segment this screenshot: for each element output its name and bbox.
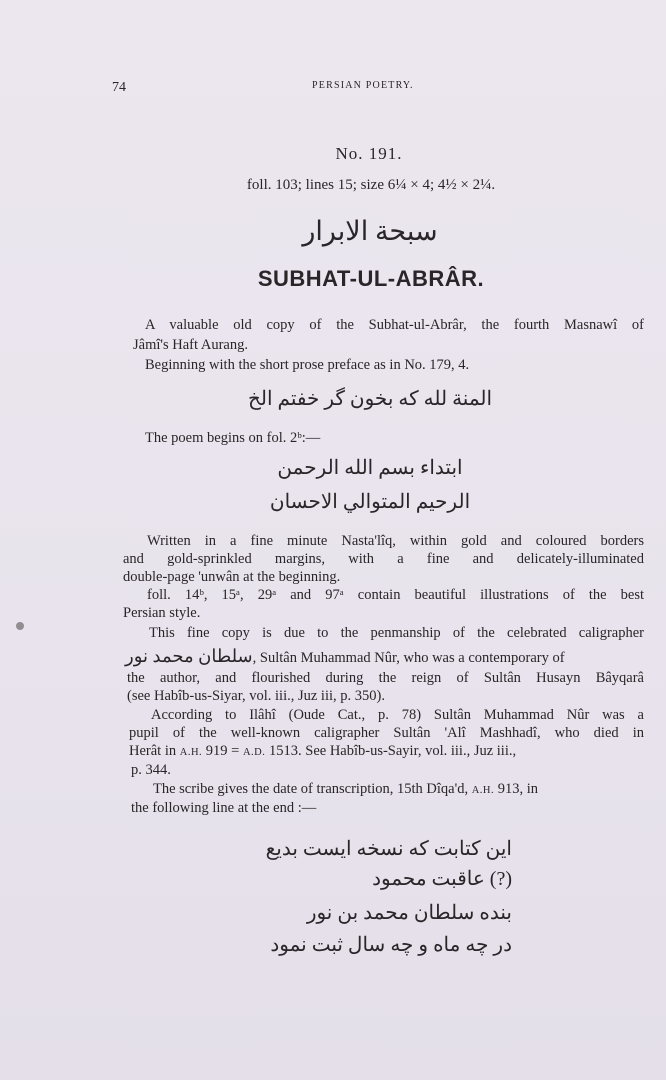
body-line: The poem begins on fol. 2ᵇ:— (145, 430, 321, 446)
colophon-line: بنده سلطان محمد بن نور (306, 902, 512, 924)
body-line: The scribe gives the date of transcription, 15th Dîqa'd, A.H. 913, in (153, 781, 539, 797)
arabic-title: سبحة الابرار (302, 216, 438, 246)
colophon-line: در چه ماه و چه سال ثبت نمود (270, 934, 512, 956)
body-line: Herât in A.H. 919 = A.D. 1513. See Habîb-us-Sayir, vol. iii., Juz iii., (129, 743, 517, 759)
arabic-name: سلطان محمد نور (125, 646, 253, 666)
body-line: (see Habîb-us-Siyar, vol. iii., Juz iii, p. 350). (127, 688, 385, 704)
body-line: Beginning with the short prose preface as in No. 179, 4. (145, 357, 470, 373)
body-line: This fine copy is due to the penmanship of the celebrated caligrapher (149, 625, 644, 641)
body-line: Persian style. (123, 605, 201, 621)
body-line: p. 344. (131, 762, 171, 778)
colophon-line: این کتابت که نسخه ایست بدیع (265, 838, 512, 860)
running-head: PERSIAN POETRY. (312, 80, 414, 91)
body-line: double-page 'unwân at the beginning. (123, 569, 341, 585)
body-line: Written in a fine minute Nasta'lîq, within gold and coloured borders (147, 533, 644, 549)
body-line: Jâmî's Haft Aurang. (133, 337, 248, 353)
colophon-line: (?) عاقبت محمود (372, 868, 512, 890)
body-line: foll. 14ᵇ, 15ᵃ, 29ᵃ and 97ᵃ contain beautiful illustrations of the best (147, 587, 644, 603)
body-line: A valuable old copy of the Subhat-ul-Abrâr, the fourth Masnawî of (145, 317, 644, 333)
body-line: and gold-sprinkled margins, with a fine and delicately-illuminated (123, 551, 644, 567)
page-number: 74 (112, 80, 126, 95)
body-line: pupil of the well-known caligrapher Sultân 'Alî Mashhadî, who died in (129, 725, 644, 741)
paper-speck (16, 622, 24, 630)
body-line: سلطان محمد نور, Sultân Muhammad Nûr, who was a contemporary of (125, 646, 565, 666)
arabic-verse: الرحيم المتوالي الاحسان (269, 491, 471, 513)
entry-title: SUBHAT-UL-ABRÂR. (257, 266, 485, 291)
catalogue-number: No. 191. (335, 144, 403, 163)
arabic-verse: ابتداء بسم الله الرحمن (277, 457, 463, 479)
collation-line: foll. 103; lines 15; size 6¼ × 4; 4½ × 2¼. (246, 177, 496, 193)
body-line: According to Ilâhî (Oude Cat., p. 78) Sultân Muhammad Nûr was a (151, 707, 644, 723)
body-line: the author, and flourished during the reign of Sultân Husayn Bâyqarâ (127, 670, 644, 686)
arabic-preface: المنة لله كه بخون گر خفتم الخ (247, 388, 493, 410)
body-line: the following line at the end :— (131, 800, 317, 816)
